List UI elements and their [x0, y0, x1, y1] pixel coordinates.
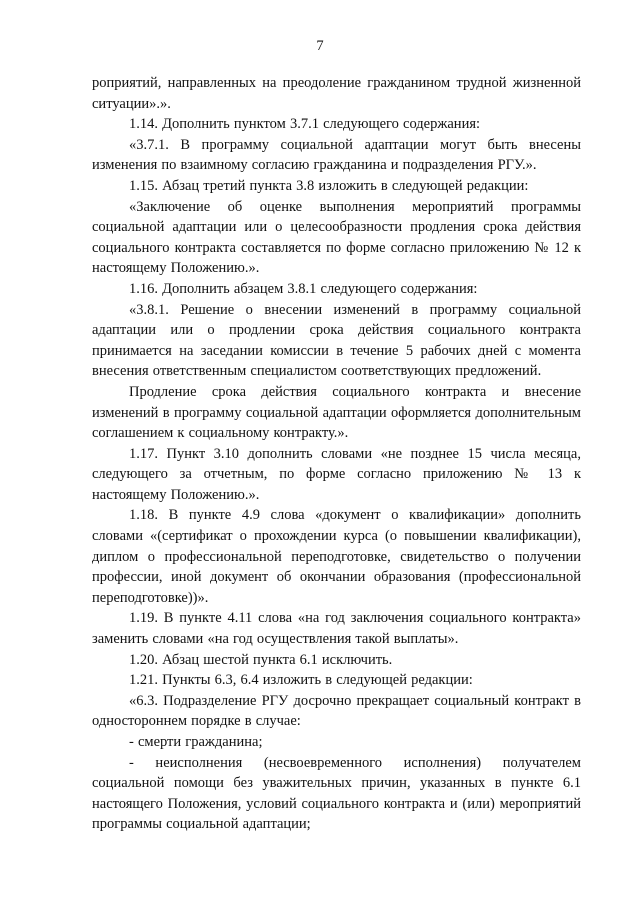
paragraph: «3.8.1. Решение о внесении изменений в программу социальной адаптации или о продлении срока действия социального контракта принимается на заседании комиссии в течение 5 рабочих дней с момента внесения ответственным специалистом соответствующих предложений.: [92, 301, 581, 380]
paragraph: 1.17. Пункт 3.10 дополнить словами «не позднее 15 числа месяца, следующего за отчетным, по форме согласно приложению № 13 к настоящему Положению.».: [92, 445, 581, 503]
page-number: 7: [316, 38, 324, 54]
paragraph: 1.21. Пункты 6.3, 6.4 изложить в следующей редакции:: [129, 672, 473, 689]
paragraph: 1.14. Дополнить пунктом 3.7.1 следующего содержания:: [129, 116, 481, 133]
paragraph: Продление срока действия социального контракта и внесение изменений в программу социальной адаптации оформляется дополнительным соглашением к социальному контракту.».: [92, 383, 581, 442]
paragraph: 1.15. Абзац третий пункта 3.8 изложить в следующей редакции:: [129, 177, 529, 194]
paragraph: 1.19. В пункте 4.11 слова «на год заключения социального контракта» заменить словами «на год осуществления такой выплаты».: [92, 610, 581, 648]
paragraph: - смерти гражданина;: [129, 734, 263, 750]
paragraph: 1.20. Абзац шестой пункта 6.1 исключить.: [129, 651, 393, 668]
document-body: [92, 73, 581, 835]
paragraph: «Заключение об оценке выполнения мероприятий программы социальной адаптации или о целесообразности продления срока действия социального контракта составляется по форме согласно приложению № 12 к настоящему Положению.».: [92, 198, 581, 277]
paragraph: «6.3. Подразделение РГУ досрочно прекращает социальный контракт в одностороннем порядке в случае:: [92, 692, 581, 730]
paragraph: «3.7.1. В программу социальной адаптации могут быть внесены изменения по взаимному согласию гражданина и подразделения РГУ.».: [92, 136, 581, 174]
paragraph: - неисполнения (несвоевременного исполнения) получателем социальной помощи без уважительных причин, указанных в пункте 6.1 настоящего Положения, условий социального контракта и (или) мероприятий программы социальной адаптации;: [92, 754, 581, 833]
paragraph: роприятий, направленных на преодоление гражданином трудной жизненной ситуации».».: [92, 75, 581, 112]
paragraph: 1.18. В пункте 4.9 слова «документ о квалификации» дополнить словами «(сертификат о прохождении курса (о повышении квалификации), диплом о профессиональной переподготовке, свидетельство о получении профессии, иной документ об окончании образования (профессиональной переподготовке))».: [92, 507, 581, 606]
paragraph: 1.16. Дополнить абзацем 3.8.1 следующего содержания:: [129, 280, 478, 297]
